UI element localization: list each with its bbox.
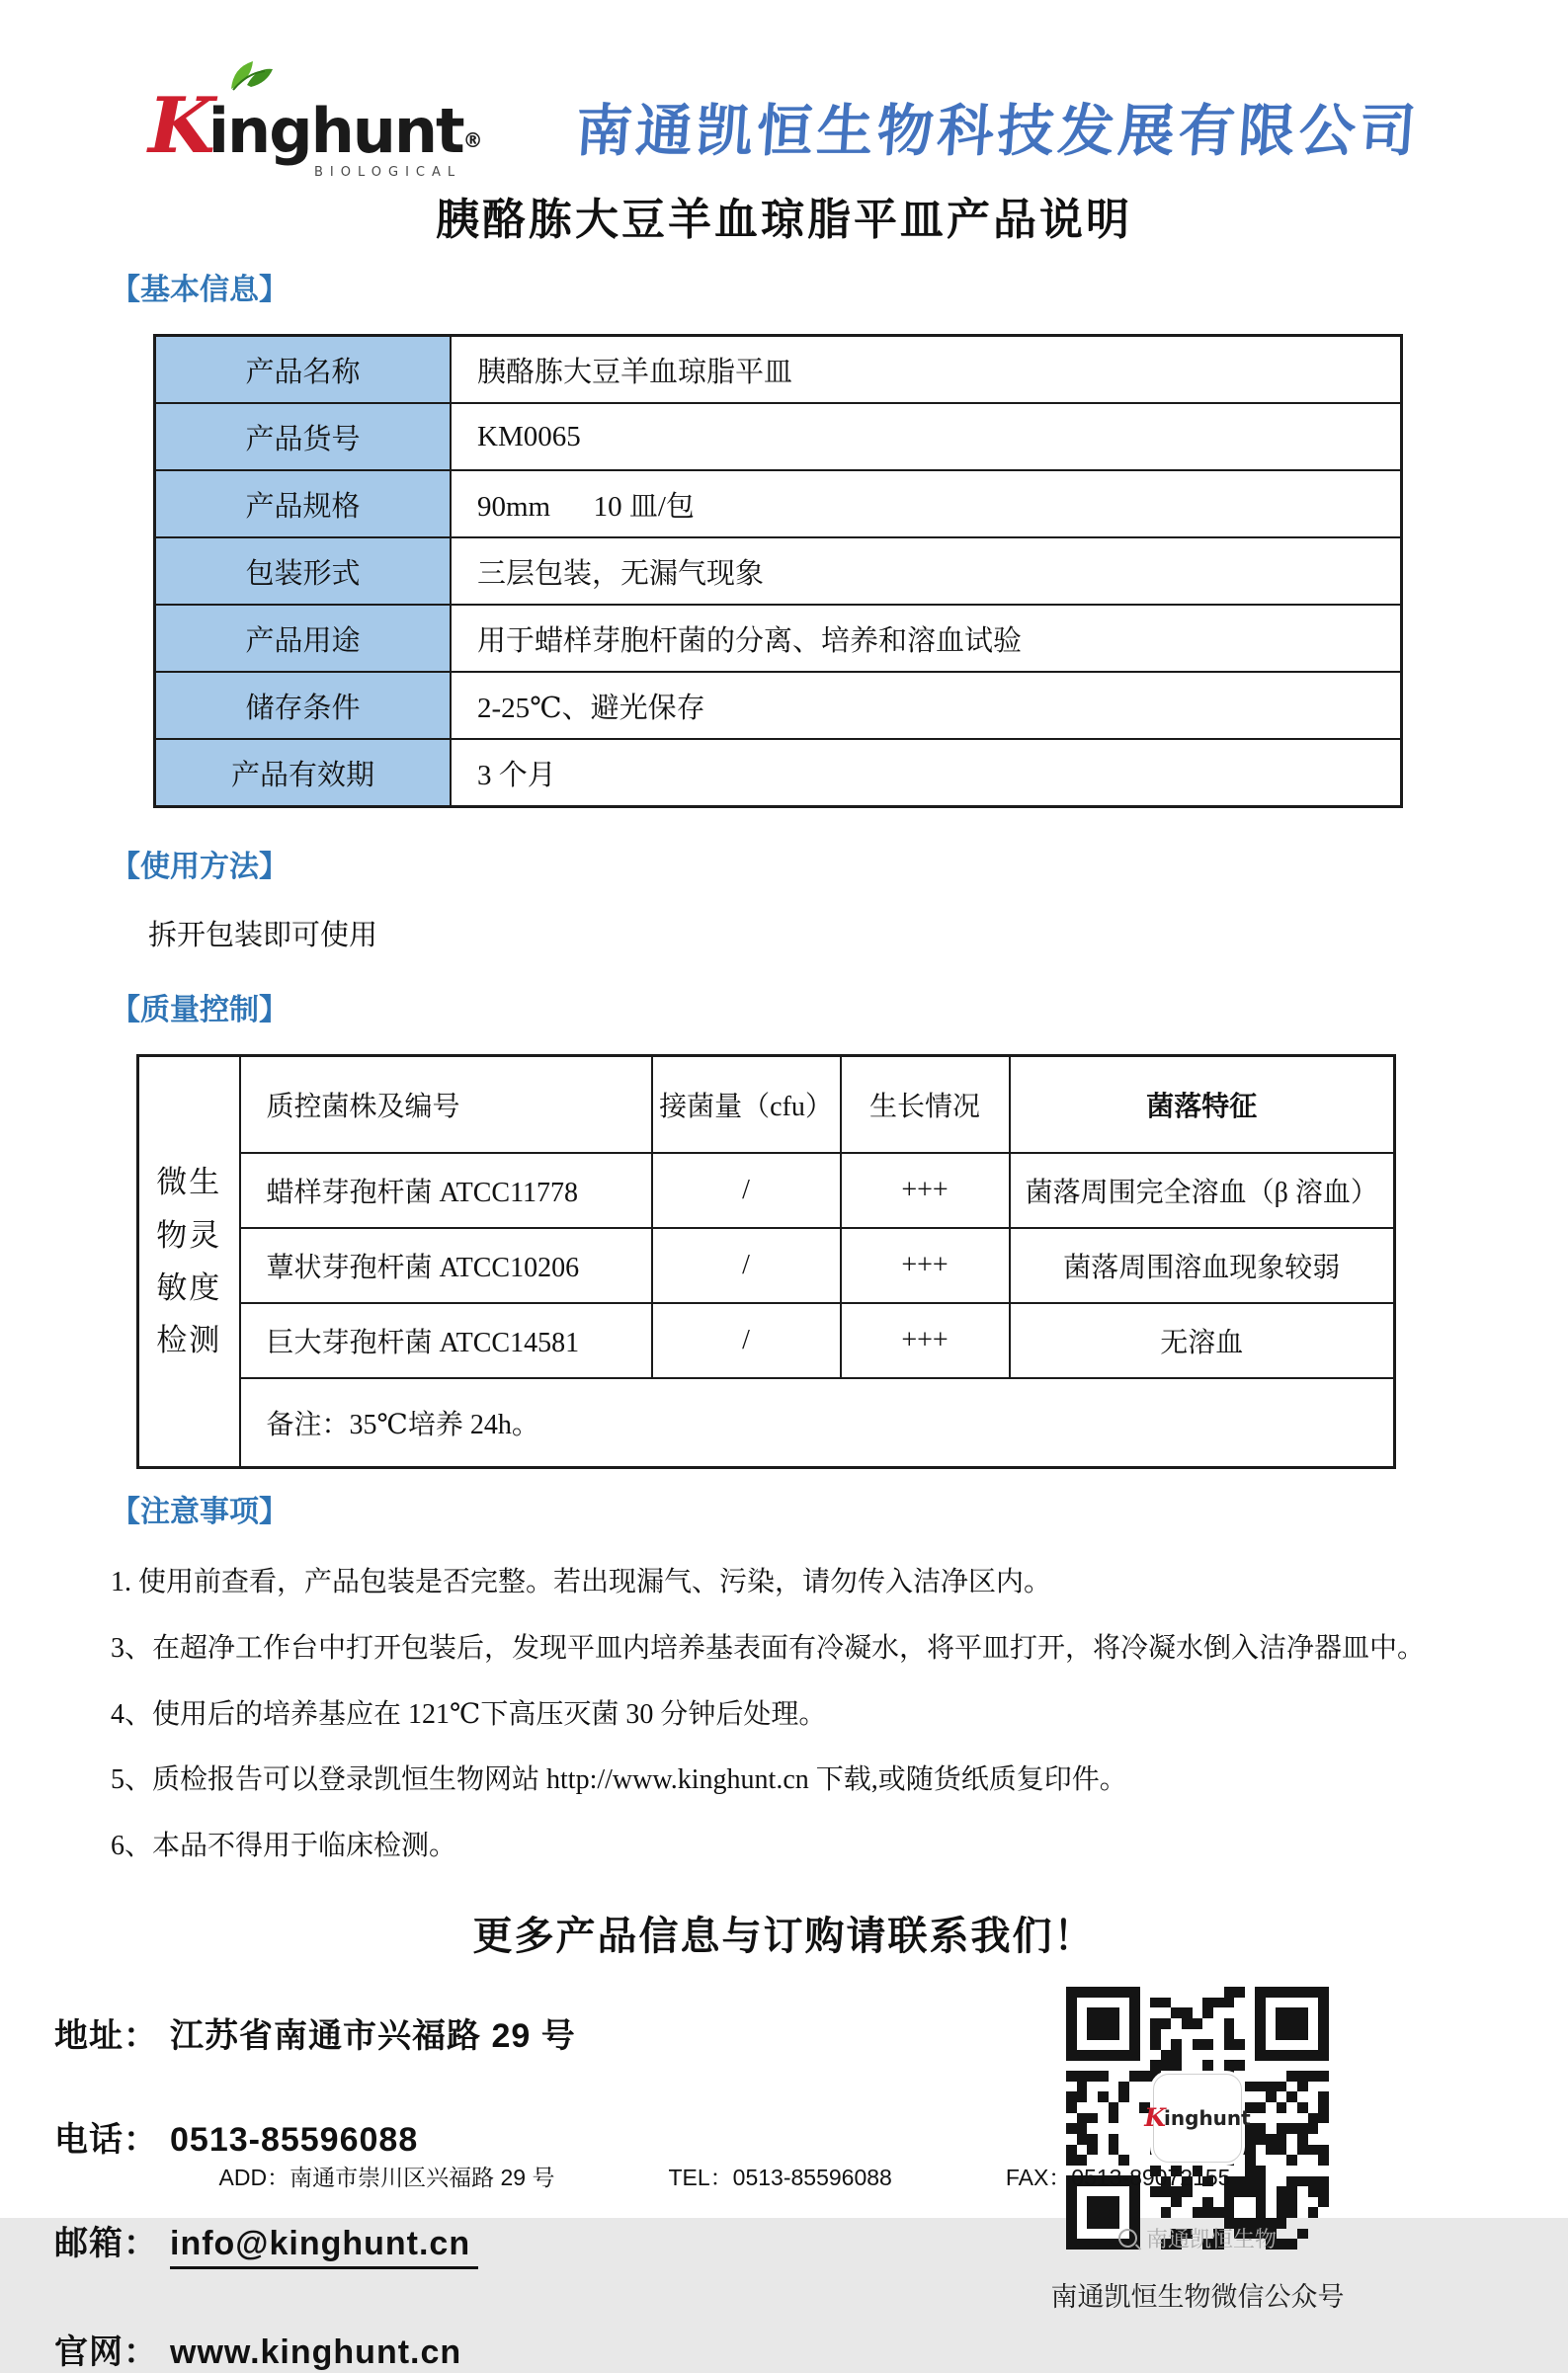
basic-row-value: 90mm 10 皿/包 [451, 470, 1402, 537]
address-value: 江苏省南通市兴福路 29 号 [170, 2016, 576, 2055]
qr-logo-letters-rest: inghunt [1164, 2105, 1251, 2130]
qc-strain-cell: 蜡样芽孢杆菌 ATCC11778 [240, 1153, 652, 1228]
basic-row-value: KM0065 [451, 403, 1402, 470]
qc-cfu-cell: / [652, 1153, 841, 1228]
qc-side-label: 微生物灵敏度检测 [138, 1056, 240, 1468]
notes-list [111, 1564, 1524, 1865]
qc-growth-cell: +++ [841, 1303, 1010, 1378]
leaf-icon [213, 59, 277, 93]
contact-website-line [54, 2325, 1049, 2373]
qc-column-strain: 质控菌株及编号 [240, 1056, 652, 1154]
logo-letter-k: K [148, 81, 213, 171]
table-row [138, 1228, 1395, 1303]
table-row [138, 1153, 1395, 1228]
note-item-3: 3、在超净工作台中打开包装后，发现平皿内培养基表面有冷凝水，将平皿打开，将冷凝水倒入洁净器皿中。 [111, 1632, 1426, 1664]
qc-column-cfu: 接菌量（cfu） [652, 1056, 841, 1154]
qc-feature-cell: 菌落周围完全溶血（β 溶血） [1010, 1153, 1395, 1228]
basic-info-table [153, 334, 1403, 808]
address-label: 地址： [54, 2016, 158, 2055]
table-row [155, 403, 1402, 470]
qc-cfu-cell: / [652, 1303, 841, 1378]
contact-phone-line [54, 2112, 1049, 2161]
qc-strain-cell: 蕈状芽孢杆菌 ATCC10206 [240, 1228, 652, 1303]
section-heading-basic-info: 【基本信息】 [111, 274, 289, 306]
basic-row-value: 胰酪胨大豆羊血琼脂平皿 [451, 336, 1402, 404]
company-name: 南通凯恒生物科技发展有限公司 [573, 101, 1422, 163]
table-row [155, 672, 1402, 739]
footer-address: ADD：南通市崇川区兴福路 29 号 [218, 2165, 555, 2190]
section-heading-usage: 【使用方法】 [111, 851, 289, 883]
website-label: 官网： [54, 2332, 158, 2371]
basic-row-label: 储存条件 [155, 672, 452, 739]
basic-row-label: 产品有效期 [155, 739, 452, 807]
qr-logo-letter-k: K [1144, 2103, 1167, 2133]
note-item-1: 1. 使用前查看，产品包装是否完整。若出现漏气、污染，请勿传入洁净区内。 [111, 1567, 1052, 1597]
contact-address-line [54, 2008, 1049, 2057]
table-row [155, 739, 1402, 807]
table-row [155, 470, 1402, 537]
basic-row-value: 2-25℃、避光保存 [451, 672, 1402, 739]
table-row [138, 1303, 1395, 1378]
qc-column-growth: 生长情况 [841, 1056, 1010, 1154]
basic-row-value: 3 个月 [451, 739, 1402, 807]
email-label: 邮箱： [54, 2224, 158, 2262]
qr-code [1066, 1987, 1329, 2250]
qr-finder-top-right [1255, 1987, 1329, 2061]
table-remark-row [138, 1378, 1395, 1468]
qc-report-website-link[interactable]: http://www.kinghunt.cn [546, 1764, 809, 1796]
basic-row-value: 用于蜡样芽胞杆菌的分离、培养和溶血试验 [451, 605, 1402, 672]
table-row [155, 605, 1402, 672]
footer-telephone: TEL：0513-85596088 [668, 2165, 892, 2190]
email-link[interactable]: info@kinghunt.cn [170, 2225, 478, 2269]
table-row [155, 537, 1402, 605]
basic-row-label: 产品货号 [155, 403, 452, 470]
section-heading-quality: 【质量控制】 [111, 994, 289, 1026]
basic-row-label: 产品规格 [155, 470, 452, 537]
website-link[interactable]: www.kinghunt.cn [170, 2332, 462, 2371]
qr-watermark [1066, 2223, 1329, 2253]
qc-feature-cell: 无溶血 [1010, 1303, 1395, 1378]
basic-row-label: 包装形式 [155, 537, 452, 605]
qr-caption: 南通凯恒生物微信公众号 [1050, 2281, 1345, 2312]
footer [0, 2160, 1568, 2192]
phone-value: 0513-85596088 [170, 2120, 419, 2159]
contact-email-line [54, 2216, 1049, 2269]
qc-growth-cell: +++ [841, 1153, 1010, 1228]
qr-finder-top-left [1066, 1987, 1140, 2061]
kinghunt-logo [148, 75, 538, 178]
qr-watermark-text: 南通凯恒生物 [1145, 2226, 1277, 2251]
quality-control-table [136, 1054, 1396, 1469]
note-item-4: 4、使用后的培养基应在 121℃下高压灭菌 30 分钟后处理。 [111, 1698, 827, 1730]
qc-feature-cell: 菌落周围溶血现象较弱 [1010, 1228, 1395, 1303]
qc-remark-cell: 备注：35℃培养 24h。 [240, 1378, 1395, 1468]
qr-center-logo [1144, 2074, 1251, 2163]
table-header-row [138, 1056, 1395, 1154]
basic-row-value: 三层包装，无漏气现象 [451, 537, 1402, 605]
document-title: 胰酪胨大豆羊血琼脂平皿产品说明 [436, 196, 1132, 244]
note-item-5-pre: 5、质检报告可以登录凯恒生物网站 [111, 1764, 547, 1796]
logo-letters-rest: inghunt [207, 95, 463, 167]
document-header [0, 0, 1568, 178]
qc-column-feature: 菌落特征 [1010, 1056, 1395, 1154]
table-row [155, 336, 1402, 404]
section-heading-notes: 【注意事项】 [111, 1496, 289, 1528]
footer-fax: FAX：0513-89072155 [1005, 2165, 1231, 2190]
phone-label: 电话： [54, 2120, 158, 2159]
qc-strain-cell: 巨大芽孢杆菌 ATCC14581 [240, 1303, 652, 1378]
note-item-5 [111, 1761, 1524, 1799]
basic-row-label: 产品名称 [155, 336, 452, 404]
usage-text: 拆开包装即可使用 [148, 920, 378, 951]
contact-cta-heading: 更多产品信息与订购请联系我们！ [472, 1914, 1096, 1958]
qc-cfu-cell: / [652, 1228, 841, 1303]
registered-mark: ® [462, 128, 483, 152]
note-item-6: 6、本品不得用于临床检测。 [111, 1831, 457, 1862]
magnifier-icon [1118, 2229, 1137, 2248]
qc-growth-cell: +++ [841, 1228, 1010, 1303]
note-item-5-post: 下载,或随货纸质复印件。 [808, 1764, 1127, 1796]
basic-row-label: 产品用途 [155, 605, 452, 672]
logo-biological-subtext: BIOLOGICAL [314, 165, 462, 180]
